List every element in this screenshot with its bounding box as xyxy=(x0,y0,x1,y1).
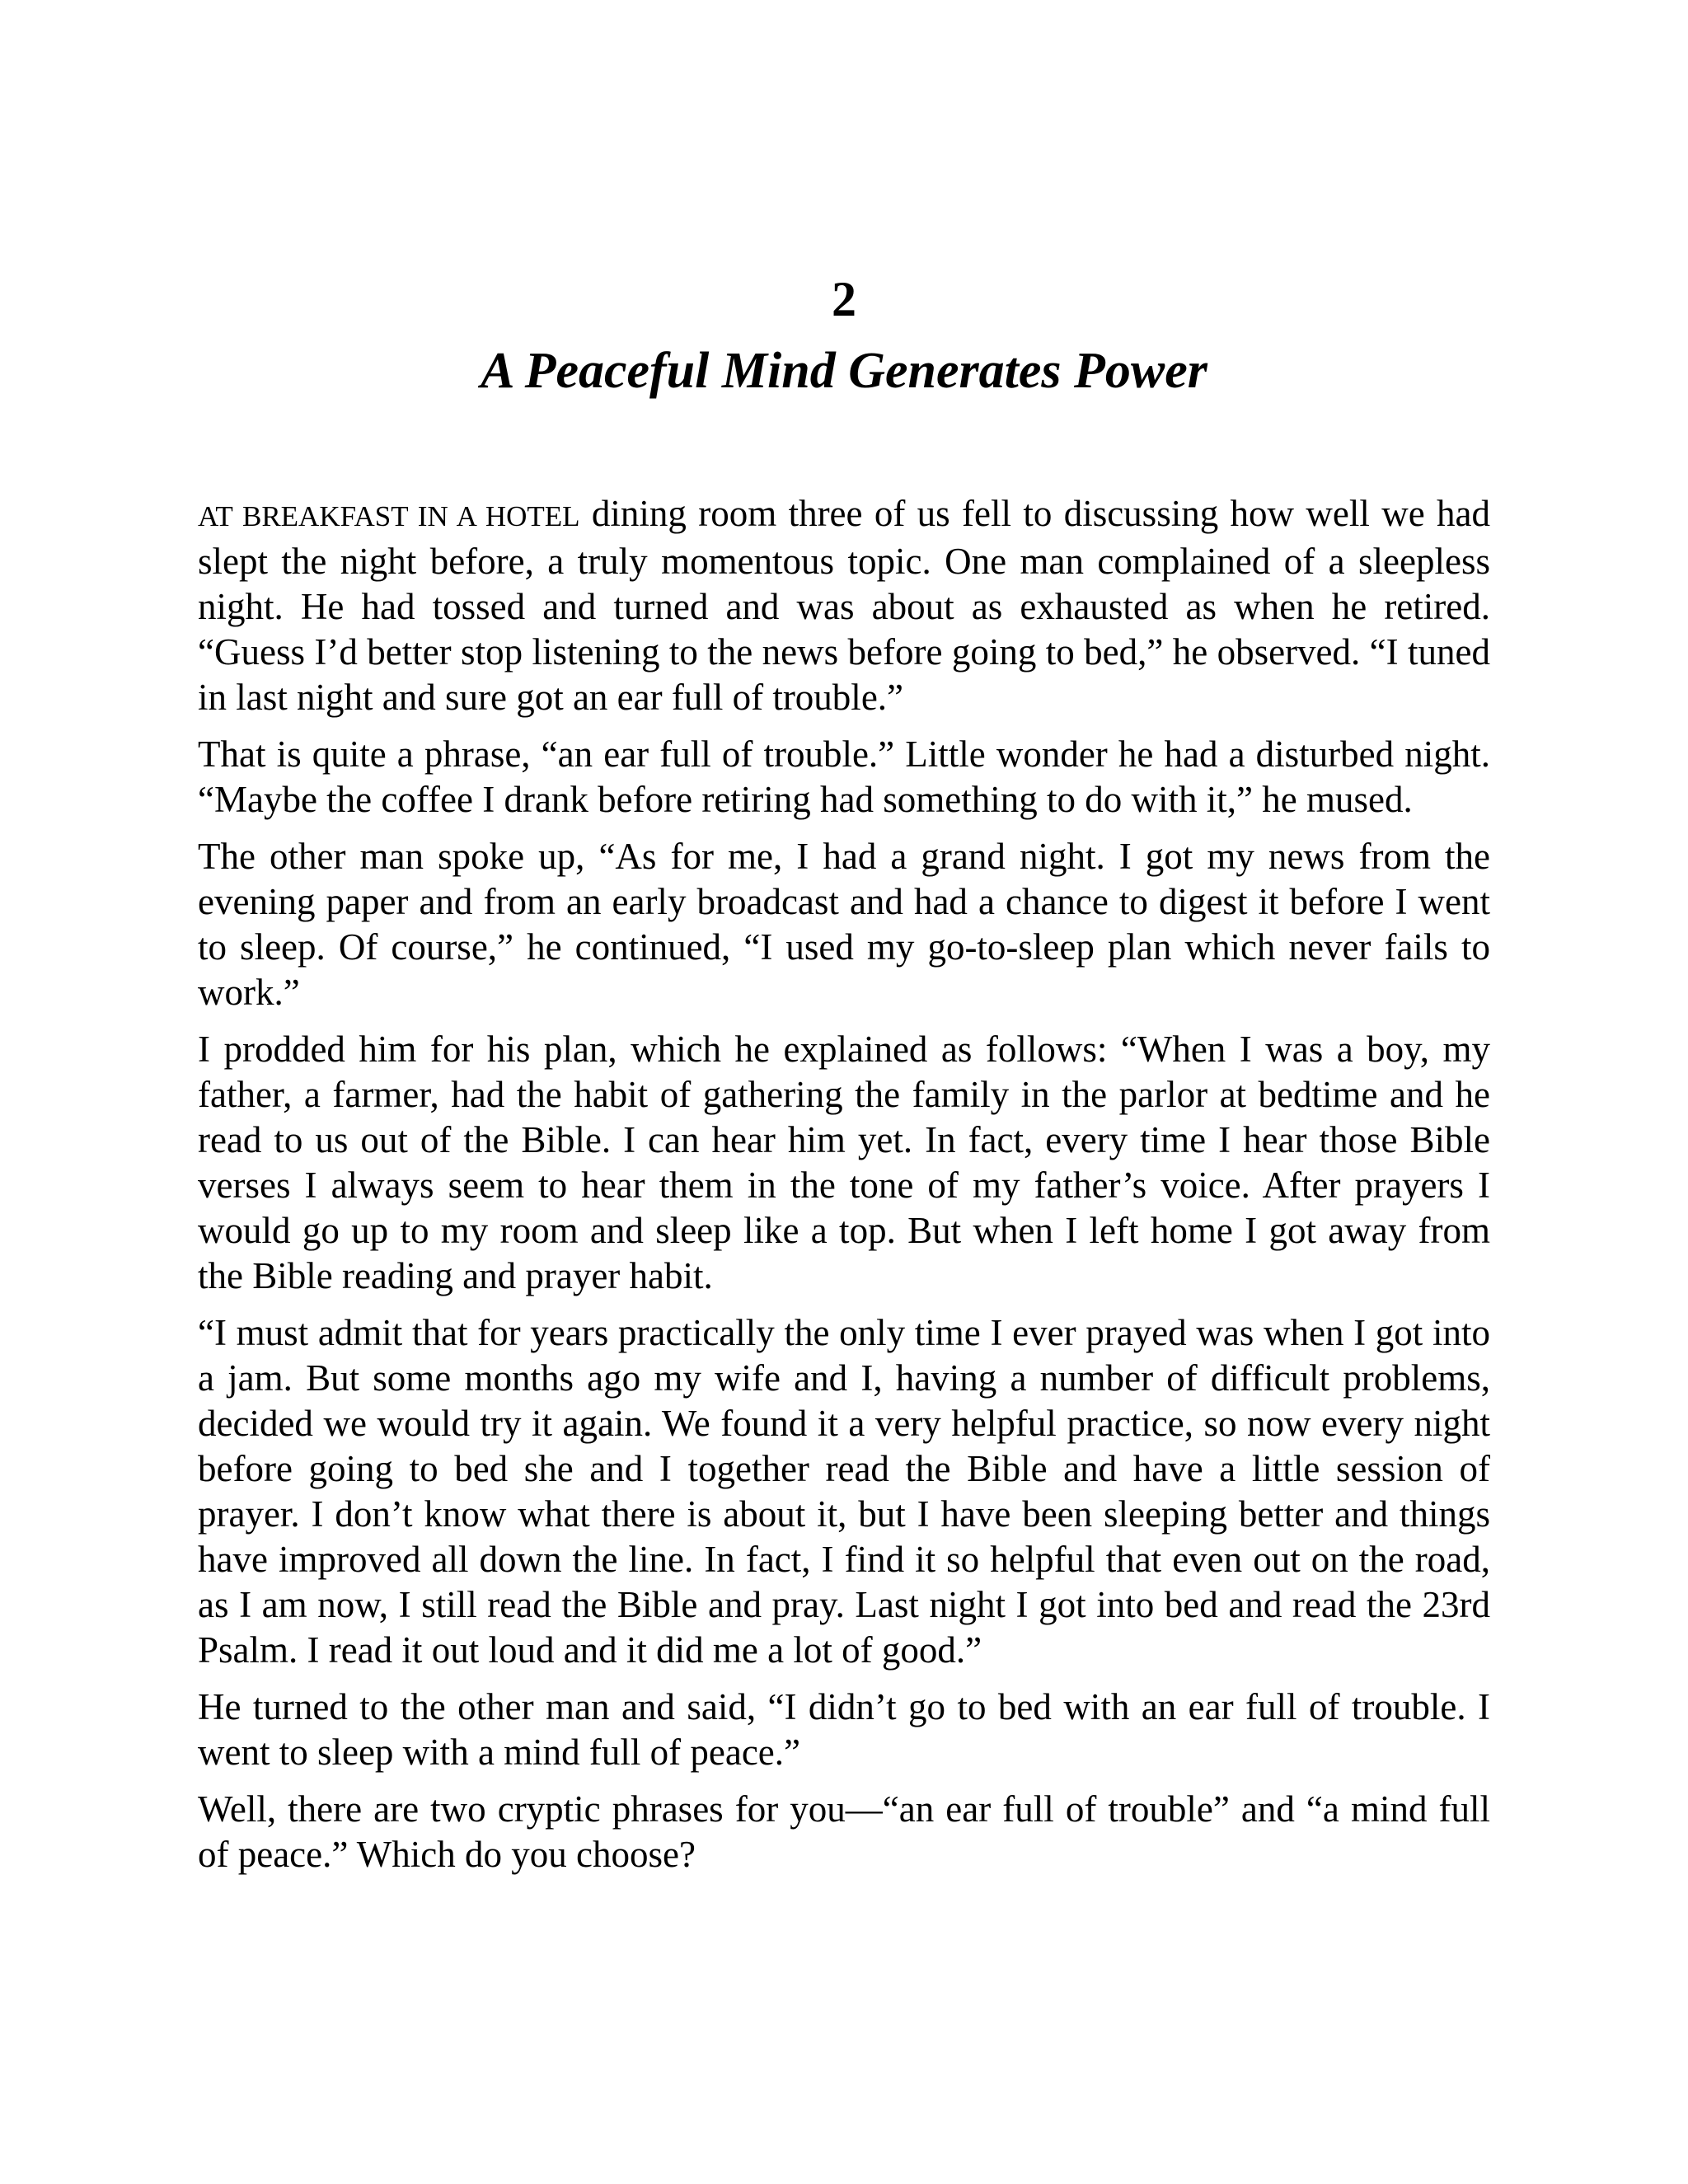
paragraph: The other man spoke up, “As for me, I had a grand night. I got my news from the evening paper and from an early broadcast and had a chance to digest it before I went to sleep. Of course,” he continued, “I used my go-to-sleep plan which never fails to work.” xyxy=(198,836,1490,1013)
opening-small-caps: AT BREAKFAST IN A HOTEL xyxy=(198,500,580,532)
paragraph: I prodded him for his plan, which he explained as follows: “When I was a boy, my father, a farmer, had the habit of gathering the family in the parlor at bedtime and he read to us out of the Bible. I can hear him yet. In fact, every time I hear those Bible verses I always seem to hear them in the tone of my father’s voice. After prayers I would go up to my room and sleep like a top. But when I left home I got away from the Bible reading and prayer habit. xyxy=(198,1029,1490,1296)
paragraph: He turned to the other man and said, “I didn’t go to bed with an ear full of trouble. I went to sleep with a mind full of peace.” xyxy=(198,1686,1490,1773)
chapter-body xyxy=(198,491,1490,1889)
paragraph: “I must admit that for years practically the only time I ever prayed was when I got into a jam. But some months ago my wife and I, having a number of difficult problems, decided we would try it again. We found it a very helpful practice, so now every night before going to bed she and I together read the Bible and have a little session of prayer. I don’t know what there is about it, but I have been sleeping better and things have improved all down the line. In fact, I find it so helpful that even out on the road, as I am now, I still read the Bible and pray. Last night I got into bed and read the 23rd Psalm. I read it out loud and it did me a lot of good.” xyxy=(198,1312,1490,1671)
chapter-title: A Peaceful Mind Generates Power xyxy=(481,343,1207,399)
paragraph-opening xyxy=(198,491,1490,720)
chapter-number: 2 xyxy=(832,272,856,326)
paragraph: That is quite a phrase, “an ear full of trouble.” Little wonder he had a disturbed night. “Maybe the coffee I drank before retiring had something to do with it,” he mused. xyxy=(198,733,1490,820)
opening-text: dining room three of us fell to discussing how well we had slept the night before, a truly momentous topic. One man complained of a sleepless night. He had tossed and turned and was about as exhausted as when he retired. “Guess I’d better stop listening to the news before going to bed,” he observed. “I tuned in last night and sure got an ear full of trouble.” xyxy=(198,493,1491,718)
paragraph: Well, there are two cryptic phrases for you—“an ear full of trouble” and “a mind full of peace.” Which do you choose? xyxy=(198,1788,1490,1875)
